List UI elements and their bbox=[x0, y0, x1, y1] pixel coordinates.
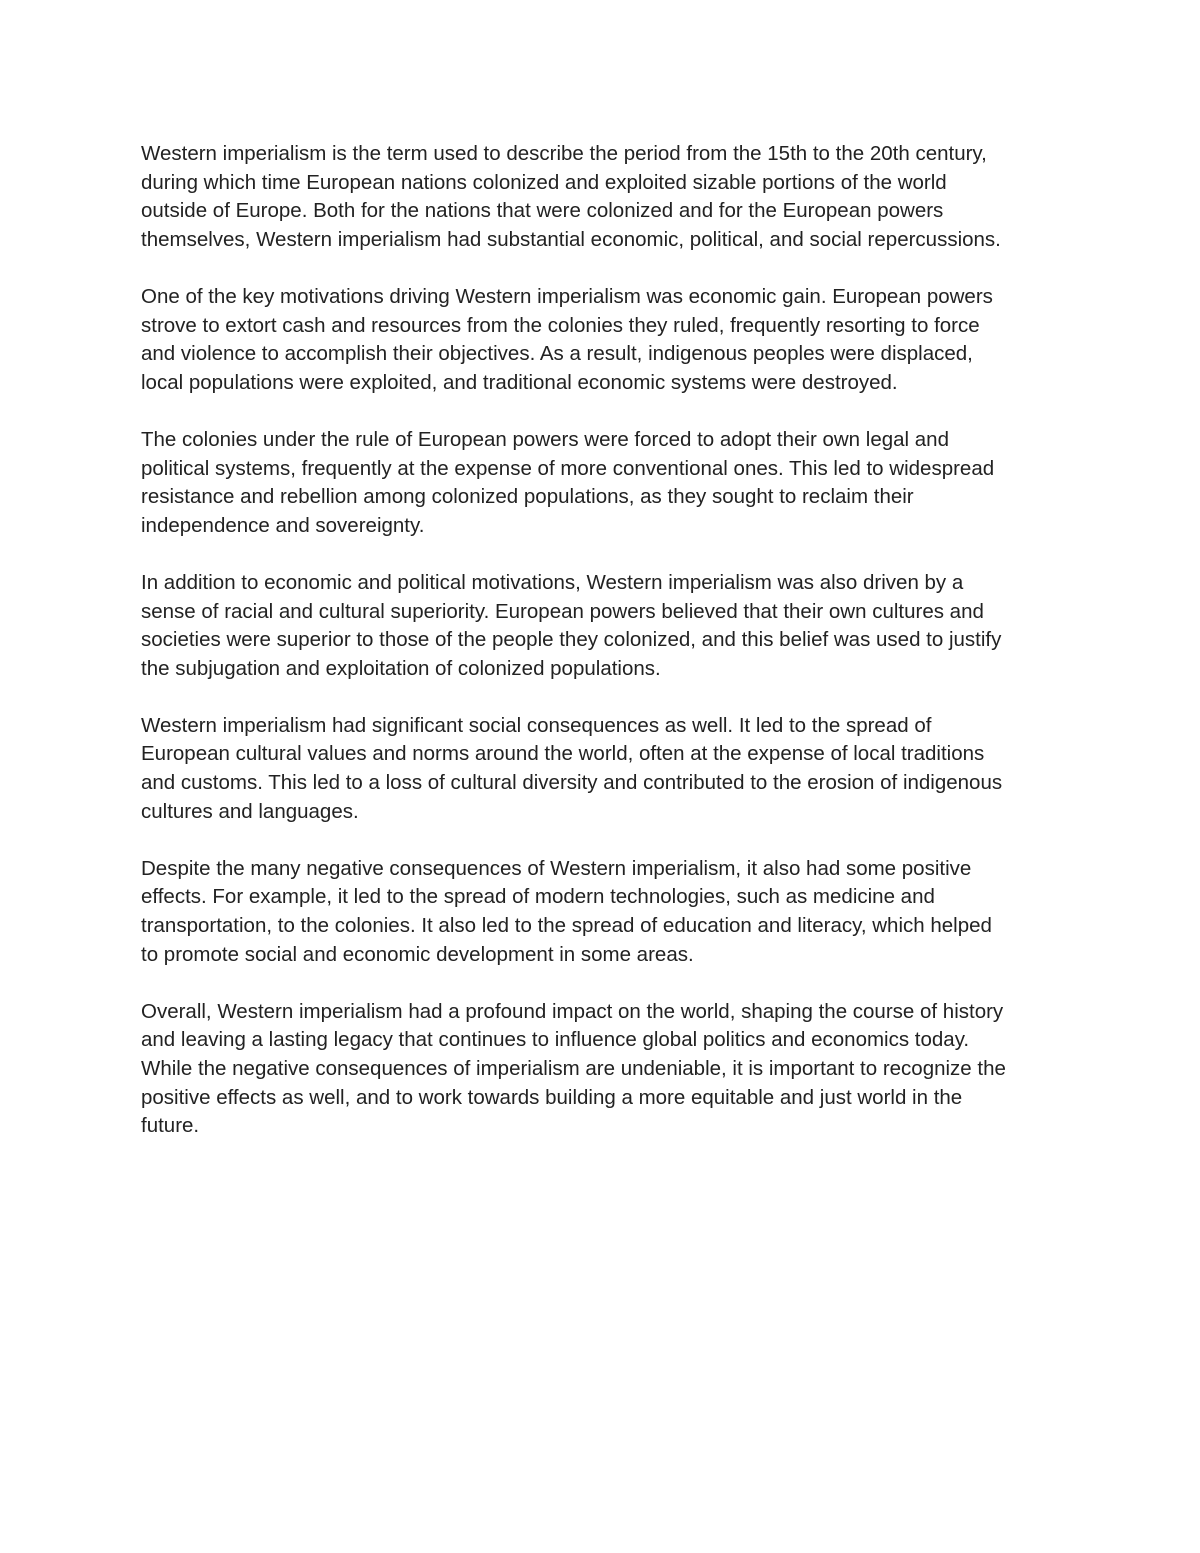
text-line: and leaving a lasting legacy that continues to influence global politics and economics today. bbox=[141, 1028, 970, 1052]
text-line: Despite the many negative consequences of Western imperialism, it also had some positive bbox=[141, 856, 972, 880]
text-line: sense of racial and cultural superiority. European powers believed that their own cultures and bbox=[141, 599, 984, 623]
text-line: positive effects as well, and to work towards building a more equitable and just world in the bbox=[141, 1085, 963, 1109]
text-line: In addition to economic and political motivations, Western imperialism was also driven by a bbox=[141, 570, 964, 594]
paragraph bbox=[141, 140, 1061, 254]
text-line: Western imperialism had significant social consequences as well. It led to the spread of bbox=[141, 713, 932, 737]
paragraph bbox=[141, 998, 1061, 1141]
text-line: transportation, to the colonies. It also led to the spread of education and literacy, which helped bbox=[141, 914, 992, 938]
text-line: While the negative consequences of imperialism are undeniable, it is important to recognize the bbox=[141, 1057, 1006, 1080]
text-line: societies were superior to those of the people they colonized, and this belief was used to justify bbox=[141, 628, 1002, 652]
text-line: and customs. This led to a loss of cultural diversity and contributed to the erosion of indigenous bbox=[141, 771, 1003, 795]
paragraph bbox=[141, 712, 1061, 826]
paragraph bbox=[141, 855, 1061, 969]
paragraph bbox=[141, 426, 1061, 540]
text-line: Western imperialism is the term used to describe the period from the 15th to the 20th century, bbox=[141, 142, 987, 165]
text-line: during which time European nations colonized and exploited sizable portions of the world bbox=[141, 170, 947, 194]
text-line: outside of Europe. Both for the nations that were colonized and for the European powers bbox=[141, 199, 944, 223]
document-body bbox=[141, 140, 1061, 1169]
text-line: local populations were exploited, and traditional economic systems were destroyed. bbox=[141, 370, 898, 394]
text-line: cultures and languages. bbox=[141, 799, 359, 823]
text-line: strove to extort cash and resources from the colonies they ruled, frequently resorting to force bbox=[141, 313, 980, 337]
text-line: the subjugation and exploitation of colonized populations. bbox=[141, 656, 661, 680]
text-line: future. bbox=[141, 1114, 200, 1138]
text-line: One of the key motivations driving Western imperialism was economic gain. European powers bbox=[141, 284, 993, 308]
text-line: and violence to accomplish their objectives. As a result, indigenous peoples were displaced, bbox=[141, 342, 973, 366]
text-line: independence and sovereignty. bbox=[141, 513, 425, 537]
paragraph bbox=[141, 569, 1061, 683]
text-line: resistance and rebellion among colonized populations, as they sought to reclaim their bbox=[141, 485, 914, 509]
text-line: European cultural values and norms around the world, often at the expense of local traditions bbox=[141, 742, 985, 766]
text-line: The colonies under the rule of European powers were forced to adopt their own legal and bbox=[141, 427, 949, 451]
text-line: Overall, Western imperialism had a profound impact on the world, shaping the course of history bbox=[141, 999, 1004, 1023]
paragraph bbox=[141, 283, 1061, 397]
text-line: political systems, frequently at the expense of more conventional ones. This led to widespread bbox=[141, 456, 995, 480]
text-line: to promote social and economic development in some areas. bbox=[141, 942, 694, 966]
text-line: effects. For example, it led to the spread of modern technologies, such as medicine and bbox=[141, 885, 935, 909]
text-line: themselves, Western imperialism had substantial economic, political, and social repercussions. bbox=[141, 227, 1001, 251]
